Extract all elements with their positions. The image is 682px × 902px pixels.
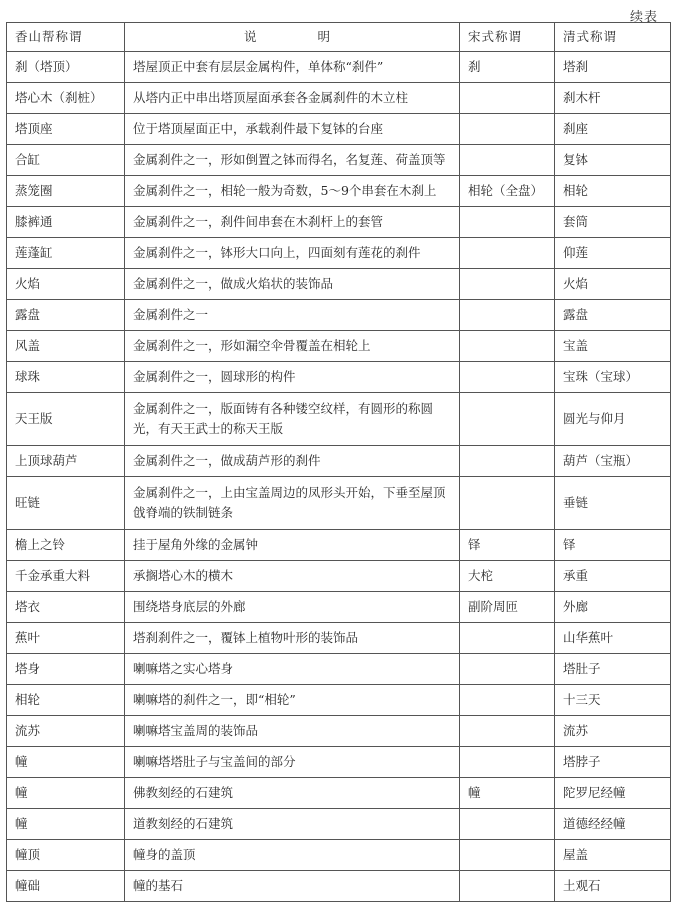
header-row bbox=[7, 23, 671, 52]
cell-description: 挂于屋角外缘的金属钟 bbox=[125, 530, 460, 561]
table-row bbox=[7, 207, 671, 238]
cell-xiangshan-term: 流苏 bbox=[7, 716, 125, 747]
cell-song-term bbox=[460, 269, 555, 300]
cell-qing-term: 露盘 bbox=[555, 300, 671, 331]
table-row bbox=[7, 623, 671, 654]
cell-song-term bbox=[460, 207, 555, 238]
table-row bbox=[7, 871, 671, 902]
cell-qing-term: 葫芦（宝瓶） bbox=[555, 446, 671, 477]
cell-xiangshan-term: 塔身 bbox=[7, 654, 125, 685]
table-row bbox=[7, 362, 671, 393]
cell-xiangshan-term: 旺链 bbox=[7, 477, 125, 530]
cell-qing-term: 塔刹 bbox=[555, 52, 671, 83]
cell-description: 金属刹件之一 bbox=[125, 300, 460, 331]
cell-qing-term: 刹木杆 bbox=[555, 83, 671, 114]
cell-song-term bbox=[460, 809, 555, 840]
cell-xiangshan-term: 蕉叶 bbox=[7, 623, 125, 654]
table-row bbox=[7, 114, 671, 145]
cell-qing-term: 土观石 bbox=[555, 871, 671, 902]
cell-song-term bbox=[460, 477, 555, 530]
cell-song-term: 相轮（全盘） bbox=[460, 176, 555, 207]
cell-xiangshan-term: 蒸笼圈 bbox=[7, 176, 125, 207]
cell-song-term: 幢 bbox=[460, 778, 555, 809]
cell-xiangshan-term: 合缸 bbox=[7, 145, 125, 176]
cell-xiangshan-term: 球珠 bbox=[7, 362, 125, 393]
cell-description: 喇嘛塔之实心塔身 bbox=[125, 654, 460, 685]
table-row bbox=[7, 477, 671, 530]
cell-description: 位于塔顶屋面正中，承载刹件最下复钵的台座 bbox=[125, 114, 460, 145]
cell-xiangshan-term: 幢 bbox=[7, 747, 125, 778]
header-song: 宋式称谓 bbox=[460, 23, 555, 52]
cell-xiangshan-term: 相轮 bbox=[7, 685, 125, 716]
cell-xiangshan-term: 幢础 bbox=[7, 871, 125, 902]
cell-song-term: 副阶周匝 bbox=[460, 592, 555, 623]
table-row bbox=[7, 269, 671, 300]
header-xiangshan: 香山帮称谓 bbox=[7, 23, 125, 52]
cell-description: 围绕塔身底层的外廊 bbox=[125, 592, 460, 623]
cell-description: 金属刹件之一，形如倒置之钵而得名，名复莲、荷盖顶等 bbox=[125, 145, 460, 176]
cell-description: 幢身的盖顶 bbox=[125, 840, 460, 871]
cell-description: 塔屋顶正中套有层层金属构件，单体称“刹件” bbox=[125, 52, 460, 83]
cell-song-term bbox=[460, 654, 555, 685]
cell-xiangshan-term: 露盘 bbox=[7, 300, 125, 331]
cell-qing-term: 相轮 bbox=[555, 176, 671, 207]
cell-description: 金属刹件之一，做成葫芦形的刹件 bbox=[125, 446, 460, 477]
table-row bbox=[7, 747, 671, 778]
cell-qing-term: 刹座 bbox=[555, 114, 671, 145]
cell-qing-term: 垂链 bbox=[555, 477, 671, 530]
cell-song-term bbox=[460, 871, 555, 902]
table-row bbox=[7, 809, 671, 840]
cell-xiangshan-term: 莲蓬缸 bbox=[7, 238, 125, 269]
cell-qing-term: 陀罗尼经幢 bbox=[555, 778, 671, 809]
cell-qing-term: 复钵 bbox=[555, 145, 671, 176]
cell-song-term bbox=[460, 393, 555, 446]
cell-xiangshan-term: 塔衣 bbox=[7, 592, 125, 623]
cell-qing-term: 承重 bbox=[555, 561, 671, 592]
cell-xiangshan-term: 檐上之铃 bbox=[7, 530, 125, 561]
cell-qing-term: 铎 bbox=[555, 530, 671, 561]
cell-description: 金属刹件之一，相轮一般为奇数，5～9个串套在木刹上 bbox=[125, 176, 460, 207]
header-qing: 清式称谓 bbox=[555, 23, 671, 52]
cell-song-term: 铎 bbox=[460, 530, 555, 561]
cell-song-term bbox=[460, 446, 555, 477]
cell-song-term bbox=[460, 685, 555, 716]
cell-description: 喇嘛塔塔肚子与宝盖间的部分 bbox=[125, 747, 460, 778]
table-row bbox=[7, 331, 671, 362]
cell-description: 金属刹件之一，钵形大口向上，四面刻有莲花的刹件 bbox=[125, 238, 460, 269]
cell-description: 塔刹刹件之一，覆钵上植物叶形的装饰品 bbox=[125, 623, 460, 654]
cell-song-term bbox=[460, 114, 555, 145]
cell-xiangshan-term: 上顶球葫芦 bbox=[7, 446, 125, 477]
cell-song-term bbox=[460, 747, 555, 778]
table-row bbox=[7, 654, 671, 685]
cell-description: 金属刹件之一，刹件间串套在木刹杆上的套管 bbox=[125, 207, 460, 238]
cell-qing-term: 宝珠（宝球） bbox=[555, 362, 671, 393]
table-row bbox=[7, 393, 671, 446]
table-row bbox=[7, 238, 671, 269]
cell-song-term bbox=[460, 300, 555, 331]
cell-qing-term: 宝盖 bbox=[555, 331, 671, 362]
cell-description: 金属刹件之一，版面铸有各种镂空纹样，有圆形的称圆光，有天王武士的称天王版 bbox=[125, 393, 460, 446]
cell-qing-term: 仰莲 bbox=[555, 238, 671, 269]
table-row bbox=[7, 592, 671, 623]
table-row bbox=[7, 83, 671, 114]
cell-xiangshan-term: 火焰 bbox=[7, 269, 125, 300]
table-row bbox=[7, 685, 671, 716]
cell-qing-term: 道德经经幢 bbox=[555, 809, 671, 840]
cell-description: 金属刹件之一，上由宝盖周边的凤形头开始，下垂至屋顶戗脊端的铁制链条 bbox=[125, 477, 460, 530]
table-row bbox=[7, 840, 671, 871]
cell-description: 喇嘛塔宝盖周的装饰品 bbox=[125, 716, 460, 747]
cell-qing-term: 圆光与仰月 bbox=[555, 393, 671, 446]
cell-description: 佛教刻经的石建筑 bbox=[125, 778, 460, 809]
table-row bbox=[7, 145, 671, 176]
table-row bbox=[7, 716, 671, 747]
cell-qing-term: 外廊 bbox=[555, 592, 671, 623]
cell-xiangshan-term: 风盖 bbox=[7, 331, 125, 362]
cell-description: 从塔内正中串出塔顶屋面承套各金属刹件的木立柱 bbox=[125, 83, 460, 114]
cell-xiangshan-term: 幢 bbox=[7, 809, 125, 840]
cell-song-term bbox=[460, 83, 555, 114]
table-row bbox=[7, 561, 671, 592]
cell-song-term: 大柁 bbox=[460, 561, 555, 592]
cell-description: 金属刹件之一，形如漏空伞骨覆盖在相轮上 bbox=[125, 331, 460, 362]
continued-caption: 续表 bbox=[629, 10, 658, 25]
cell-qing-term: 十三天 bbox=[555, 685, 671, 716]
cell-qing-term: 山华蕉叶 bbox=[555, 623, 671, 654]
table-body bbox=[7, 52, 671, 902]
cell-xiangshan-term: 塔顶座 bbox=[7, 114, 125, 145]
cell-song-term bbox=[460, 145, 555, 176]
cell-description: 幢的基石 bbox=[125, 871, 460, 902]
cell-qing-term: 流苏 bbox=[555, 716, 671, 747]
table-row bbox=[7, 530, 671, 561]
cell-song-term bbox=[460, 331, 555, 362]
cell-description: 道教刻经的石建筑 bbox=[125, 809, 460, 840]
cell-xiangshan-term: 天王版 bbox=[7, 393, 125, 446]
cell-song-term bbox=[460, 716, 555, 747]
table-row bbox=[7, 176, 671, 207]
cell-xiangshan-term: 千金承重大料 bbox=[7, 561, 125, 592]
table-header bbox=[7, 23, 671, 52]
cell-description: 金属刹件之一，圆球形的构件 bbox=[125, 362, 460, 393]
cell-qing-term: 套筒 bbox=[555, 207, 671, 238]
cell-qing-term: 塔肚子 bbox=[555, 654, 671, 685]
terminology-table bbox=[6, 22, 671, 902]
cell-description: 喇嘛塔的刹件之一，即“相轮” bbox=[125, 685, 460, 716]
cell-song-term bbox=[460, 623, 555, 654]
cell-song-term bbox=[460, 840, 555, 871]
cell-xiangshan-term: 膝裤通 bbox=[7, 207, 125, 238]
cell-xiangshan-term: 塔心木（刹桩） bbox=[7, 83, 125, 114]
cell-qing-term: 屋盖 bbox=[555, 840, 671, 871]
header-description: 说 明 bbox=[125, 23, 460, 52]
cell-xiangshan-term: 幢顶 bbox=[7, 840, 125, 871]
cell-song-term bbox=[460, 238, 555, 269]
cell-xiangshan-term: 幢 bbox=[7, 778, 125, 809]
table-row bbox=[7, 300, 671, 331]
table-row bbox=[7, 52, 671, 83]
cell-song-term: 刹 bbox=[460, 52, 555, 83]
cell-song-term bbox=[460, 362, 555, 393]
cell-description: 金属刹件之一，做成火焰状的装饰品 bbox=[125, 269, 460, 300]
cell-qing-term: 火焰 bbox=[555, 269, 671, 300]
cell-description: 承搁塔心木的横木 bbox=[125, 561, 460, 592]
table-row bbox=[7, 778, 671, 809]
cell-qing-term: 塔脖子 bbox=[555, 747, 671, 778]
cell-xiangshan-term: 刹（塔顶） bbox=[7, 52, 125, 83]
table-row bbox=[7, 446, 671, 477]
